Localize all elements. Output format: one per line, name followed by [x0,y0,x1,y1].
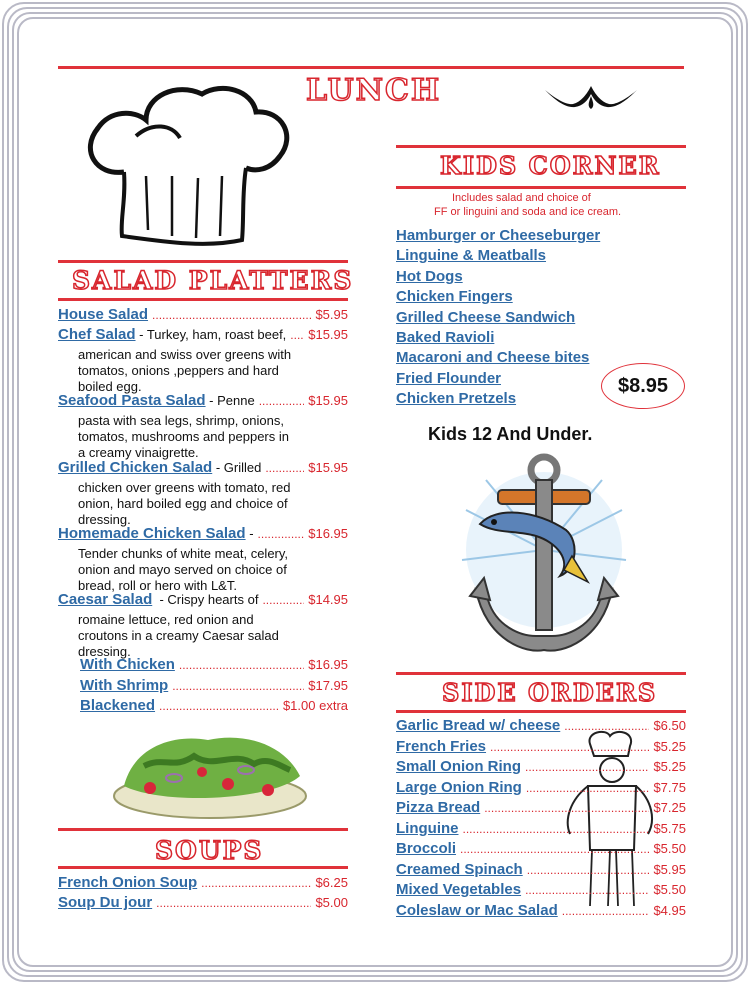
salad-item-row[interactable] [58,392,348,409]
side-item-price: $5.25 [653,759,686,774]
salad-item-name: Grilled Chicken Salad [58,459,213,476]
addon-name: With Chicken [80,656,175,673]
leader-dots [527,863,650,877]
addon-price: $16.95 [308,657,348,672]
side-item-row[interactable] [396,799,686,816]
side-item-price: $5.75 [653,820,686,836]
salad-item-desc-line: onion, hard boiled egg and choice of [78,496,288,511]
side-item-name: Broccoli [396,840,457,857]
leader-dots [159,699,279,713]
salad-item-inline-desc: - [245,526,254,541]
side-item-name: Garlic Bread w/ cheese [396,717,561,734]
salad-item-name: Chef Salad [58,326,136,343]
side-item-name: Coleslaw or Mac Salad [396,901,558,919]
salad-item-desc-line: Tender chunks of white meat, celery, [78,546,289,561]
kids-item[interactable]: Hot Dogs [396,268,463,285]
salad-item-desc-line: tomatos, mushrooms and peppers in [78,429,289,444]
side-item-row[interactable] [396,840,686,857]
side-item-name: Mixed Vegetables [396,881,522,898]
side-item-row[interactable] [396,717,686,734]
salad-item-row[interactable] [58,306,348,323]
side-item-price: $4.95 [653,902,686,918]
side-item-name: Large Onion Ring [396,778,522,796]
kids-item[interactable]: Chicken Fingers [396,288,513,305]
side-item-name: Linguine [396,819,459,837]
soup-price: $6.25 [315,875,348,890]
salad-item-price: $15.95 [308,393,348,408]
leader-dots [526,781,650,795]
side-item-row[interactable] [396,881,686,898]
kids-item[interactable]: Fried Flounder [396,370,501,387]
salad-item-desc-line: a creamy vinaigrette. [78,445,199,460]
kids-price: $8.95 [617,374,669,397]
kids-price-badge [601,363,685,409]
side-item-price: $5.25 [653,738,686,754]
leader-dots [201,876,311,890]
kids-heading: KIDS CORNER [440,151,661,180]
top-rule [58,66,684,69]
side-item-price: $7.75 [653,779,686,795]
kids-item[interactable]: Chicken Pretzels [396,390,517,407]
leader-dots [258,527,305,541]
salad-item-row[interactable] [58,459,348,476]
leader-dots [172,679,304,693]
side-item-row[interactable] [396,738,686,755]
salad-plate-icon [104,726,310,822]
side-item-row[interactable] [396,902,686,919]
salad-item-inline-desc: - Grilled [212,460,262,475]
side-item-row[interactable] [396,758,686,775]
leader-dots [484,801,649,815]
leader-dots [265,461,304,475]
soups-rule-bottom [58,866,348,869]
leader-dots [460,842,649,856]
addon-row[interactable] [80,656,348,673]
salad-item-name: Seafood Pasta Salad [58,392,206,409]
leader-dots [259,394,305,408]
side-item-price: $5.50 [653,841,686,856]
salad-item-price: $16.95 [308,526,348,541]
addon-row[interactable] [80,697,348,714]
salad-rule-bottom [58,298,348,301]
soups-rule-top [58,828,348,831]
soups-heading: SOUPS [155,836,264,865]
leader-dots [525,883,649,897]
sides-rule-top [396,672,686,675]
side-item-name: Small Onion Ring [396,758,522,775]
salad-item-row[interactable] [58,326,348,343]
salad-item-desc-line: romaine lettuce, red onion and [78,612,254,627]
soup-name: Soup Du jour [58,894,153,911]
kids-item[interactable]: Hamburger or Cheeseburger [396,227,601,244]
leader-dots [525,760,649,774]
addon-name: Blackened [80,697,156,714]
kids-item[interactable]: Baked Ravioli [396,329,495,346]
side-item-price: $5.50 [653,882,686,897]
salad-heading: SALAD PLATTERS [72,266,354,295]
salad-item-desc-line: dressing. [78,644,131,659]
addon-price: $17.95 [308,678,348,693]
salad-item-name: House Salad [58,306,149,323]
salad-item-inline-desc: - Crispy hearts of [152,592,259,607]
salad-item-name: Caesar Salad [58,591,153,608]
side-item-row[interactable] [396,820,686,837]
side-item-name: Pizza Bread [396,799,481,816]
salad-rule-top [58,260,348,263]
salad-item-row[interactable] [58,591,348,608]
soup-name: French Onion Soup [58,874,198,891]
salad-item-desc-line: pasta with sea legs, shrimp, onions, [78,413,284,428]
anchor-fish-icon [456,450,632,660]
soup-row[interactable] [58,894,348,911]
salad-item-desc-line: bread, roll or hero with L&T. [78,578,237,593]
leader-dots [490,740,649,754]
leader-dots [262,593,304,607]
salad-item-desc-line: croutons in a creamy Caesar salad [78,628,279,643]
kids-note-line1: Includes salad and choice of [452,192,591,204]
leader-dots [564,719,649,733]
salad-item-price: $14.95 [308,592,348,607]
leader-dots [179,658,304,672]
kids-age-note: Kids 12 And Under. [428,424,593,444]
soup-row[interactable] [58,874,348,891]
salad-item-price: $15.95 [308,460,348,475]
salad-item-desc-line: boiled egg. [78,379,142,394]
side-item-row[interactable] [396,779,686,796]
kids-item[interactable]: Linguine & Meatballs [396,247,547,264]
salad-item-name: Homemade Chicken Salad [58,525,246,542]
salad-item-desc-line: dressing. [78,512,131,527]
sides-rule-bottom [396,710,686,713]
kids-rule-bottom [396,186,686,189]
kids-item[interactable]: Grilled Cheese Sandwich [396,309,576,326]
leader-dots [562,904,650,918]
salad-item-inline-desc: - Turkey, ham, roast beef, [135,327,287,342]
side-item-price: $7.25 [653,800,686,815]
menu-title: LUNCH [306,73,442,108]
kids-rule-top [396,145,686,148]
salad-item-inline-desc: - Penne [205,393,255,408]
side-item-name: French Fries [396,737,487,755]
addon-name: With Shrimp [80,677,169,694]
side-item-price: $5.95 [653,861,686,877]
kids-note-line2: FF or linguini and soda and ice cream. [434,206,622,218]
addon-price: $1.00 extra [282,698,348,713]
salad-item-desc-line: chicken over greens with tomato, red [78,480,291,495]
chef-hat-icon [76,80,296,252]
side-item-row[interactable] [396,861,686,878]
leader-dots [156,896,311,910]
salad-item-desc-line: onion and mayo served on choice of [78,562,287,577]
salad-item-price: $5.95 [315,307,348,322]
leader-dots [463,822,650,836]
addon-row[interactable] [80,677,348,694]
leader-dots [152,308,311,322]
soup-price: $5.00 [315,895,348,910]
salad-item-desc-line: tomatos, onions ,peppers and hard [78,363,279,378]
ornament-icon [543,82,639,110]
leader-dots [290,328,304,342]
kids-item[interactable]: Macaroni and Cheese bites [396,349,590,366]
salad-item-price: $15.95 [308,327,348,342]
side-item-name: Creamed Spinach [396,860,523,878]
salad-item-row[interactable] [58,525,348,542]
salad-item-desc-line: american and swiss over greens with [78,347,292,362]
side-item-price: $6.50 [653,718,686,733]
sides-heading: SIDE ORDERS [442,678,658,707]
